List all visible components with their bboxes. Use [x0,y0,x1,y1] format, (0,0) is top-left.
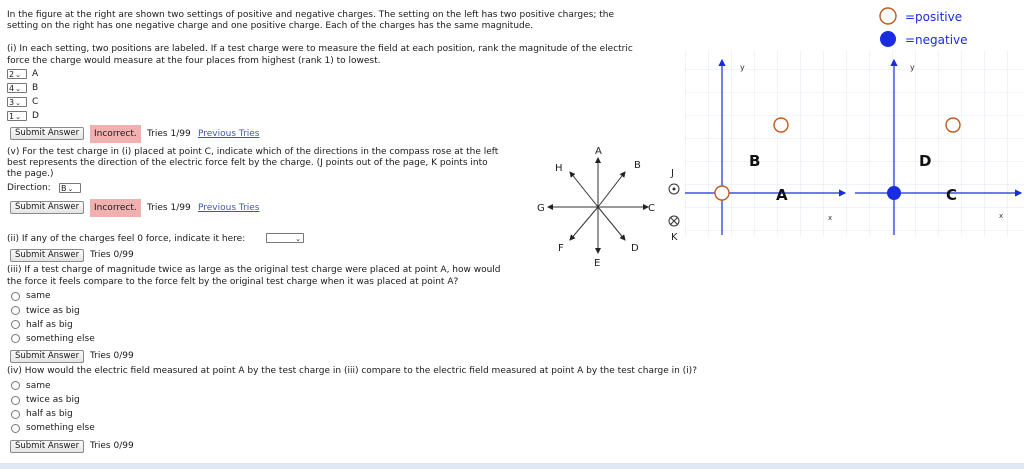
point-a-label: A [776,186,788,204]
part-iii-question-line-1: (iii) If a test charge of magnitude twice as large as the original test charge were placed at point A, how would [7,265,501,275]
tries-count-iii: Tries 0/99 [90,351,134,361]
grid-background [685,50,1024,236]
radio-label: same [26,291,51,301]
radio-label: half as big [26,409,73,419]
compass-arrow-d [598,207,625,240]
chevron-down-icon: ⌄ [15,71,21,79]
compass-label-j: J [671,168,674,179]
radio-label: twice as big [26,395,80,405]
right-x-label: x [999,212,1004,220]
part-v-question-line-3: the page.) [7,169,54,179]
previous-tries-link-i[interactable]: Previous Tries [198,129,260,139]
part-i-question-line-2: force the charge would measure at the four places from highest (rank 1) to lowest. [7,56,381,66]
intro-line-2: setting on the right has one negative charge and one positive charge. Each of the charges has the same magnitude. [7,21,534,31]
chevron-down-icon: ⌄ [295,235,301,243]
compass-rose [530,140,690,270]
right-y-label: y [910,63,915,72]
rank-select-b[interactable]: 4⌄ [7,83,27,93]
radio-button[interactable] [11,334,20,343]
point-c-label: C [946,186,958,204]
radio-label: something else [26,334,95,344]
compass-arrow-f [570,207,598,240]
direction-label: Direction: [7,183,51,193]
radio-label: twice as big [26,306,80,316]
tries-count-iv: Tries 0/99 [90,441,134,451]
rank-select-a[interactable]: 2⌄ [7,69,27,79]
radio-button[interactable] [11,424,20,433]
previous-tries-link-v[interactable]: Previous Tries [198,203,260,213]
compass-label-a: A [595,146,602,157]
rank-label-d: D [32,111,39,121]
compass-label-k: K [671,232,678,243]
status-badge-i: Incorrect. [90,125,141,143]
negative-charge-legend-icon [880,31,896,47]
radio-label: half as big [26,320,73,330]
positive-charge-legend-icon [880,8,896,24]
point-d-label: D [919,152,932,170]
left-positive-charge-top [774,118,788,132]
compass-arrow-b [598,172,625,207]
left-x-label: x [828,214,833,222]
left-y-label: y [740,63,745,72]
tries-count-v: Tries 1/99 [147,203,191,213]
compass-label-d: D [631,243,639,254]
charge-figure [685,0,1024,240]
compass-label-c: C [648,203,655,214]
rank-select-d[interactable]: 1⌄ [7,111,27,121]
compass-label-h: H [555,163,563,174]
status-badge-v: Incorrect. [90,199,141,217]
right-negative-charge-origin [887,186,901,200]
chevron-down-icon: ⌄ [67,185,74,193]
compass-label-g: G [537,203,545,214]
zero-force-select[interactable] [266,233,304,243]
intro-line-1: In the figure at the right are shown two settings of positive and negative charges. The setting on the left has two positive charges; the [7,10,615,20]
submit-answer-button-i[interactable]: Submit Answer [10,127,84,140]
compass-label-f: F [558,243,564,254]
legend-positive: =positive [905,10,963,24]
compass-arrow-h [570,172,598,207]
tries-count-ii: Tries 0/99 [90,250,134,260]
part-i-question-line-1: (i) In each setting, two positions are labeled. If a test charge were to measure the field at each position, rank the magnitude of the electric [7,44,633,54]
chevron-down-icon: ⌄ [15,85,21,93]
chevron-down-icon: ⌄ [15,113,21,121]
chevron-down-icon: ⌄ [15,99,21,107]
part-iv-question: (iv) How would the electric field measured at point A by the test charge in (iii) compare to the electric field measured at point A by the test charge in (i)? [7,366,697,376]
submit-answer-button-v[interactable]: Submit Answer [10,201,84,214]
rank-select-c[interactable]: 3⌄ [7,97,27,107]
radio-button[interactable] [11,381,20,390]
radio-button[interactable] [11,320,20,329]
submit-answer-button-iii[interactable]: Submit Answer [10,350,84,363]
radio-button[interactable] [11,396,20,405]
legend-negative: =negative [905,33,968,47]
point-b-label: B [749,152,761,170]
right-positive-charge-top [946,118,960,132]
radio-button[interactable] [11,306,20,315]
part-v-question-line-1: (v) For the test charge in (i) placed at point C, indicate which of the directions in the compass rose at the left [7,147,499,157]
submit-answer-button-iv[interactable]: Submit Answer [10,440,84,453]
submit-answer-button-ii[interactable]: Submit Answer [10,249,84,262]
left-positive-charge-origin [715,186,729,200]
radio-button[interactable] [11,410,20,419]
tries-count-i: Tries 1/99 [147,129,191,139]
direction-select[interactable]: B⌄ [59,183,81,193]
part-ii-question: (ii) If any of the charges feel 0 force, indicate it here: [7,234,246,244]
page-bottom-border [0,463,1024,469]
part-v-question-line-2: best represents the direction of the electric force felt by the charge. (J points out of the page, K points into [7,158,488,168]
rank-label-b: B [32,83,39,93]
part-iii-question-line-2: the force it feels compare to the force felt by the original test charge when it was placed at point A? [7,277,459,287]
rank-label-a: A [32,69,39,79]
compass-label-b: B [634,160,641,171]
radio-label: same [26,381,51,391]
radio-button[interactable] [11,292,20,301]
rank-label-c: C [32,97,39,107]
radio-label: something else [26,423,95,433]
compass-label-e: E [594,258,601,269]
